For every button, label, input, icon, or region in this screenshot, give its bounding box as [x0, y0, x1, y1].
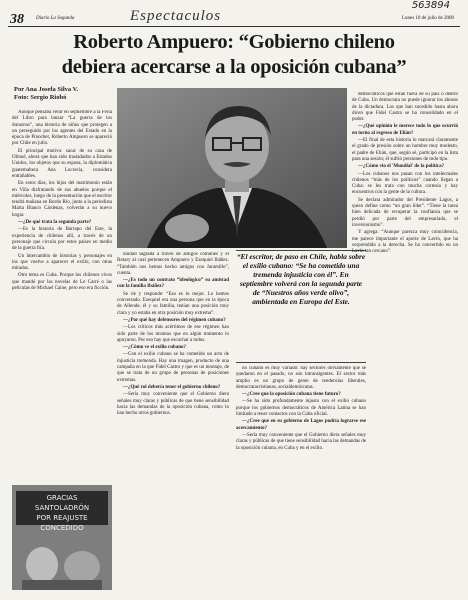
paragraph: Se ríe y responde: “Eso es lo mejor. Lo hemos conversado. Ezequiel era una persona que en la época de Allende, él y su familia, tenían una posición muy clara y yo estaba en otra posición muy extrema”. — [117, 291, 229, 316]
paragraph: —Sería muy conveniente que el Gobierno diera señales muy claras y públicas de que tiene sensibilidad hacia las demandas de la oposición cubana, como lo han hecho otros gobiernos. — [117, 392, 229, 417]
interview-question: —¿De qué trata la segunda parte? — [18, 220, 92, 226]
paragraph: no cubano es muy variado: hay sectores obviamente que se quedaron en el pasado, no son intransigentes. El sector más amplio es un grupo de gente de tendencias liberales, democratacristianas, socialdemócratas. — [236, 366, 366, 390]
publication-date: Lunes 10 de julio de 2000 — [401, 16, 454, 21]
interview-question: —¿Qué opinión le merece todo lo que ocurrió en torno al regreso de Elián? — [352, 124, 458, 136]
text-column-3 — [236, 366, 366, 592]
cartoon — [12, 485, 112, 590]
cartoon-text-line-4: CONCEDIDO — [40, 524, 84, 532]
pullquote-bottom-rule — [236, 362, 366, 363]
cartoon-text-line-1: GRACIAS — [46, 494, 78, 502]
paragraph: Un intercambio de historias y personajes en los que vuelve a aparecer el exilio, con otras miradas. — [12, 253, 112, 272]
header-divider — [8, 26, 460, 27]
author-photo — [117, 88, 347, 248]
interview-question: —¿Por qué hay defensores del régimen cubano? — [123, 317, 226, 323]
pullquote-top-rule — [236, 250, 366, 251]
portrait-image — [117, 88, 347, 248]
interview-question: —¿Cómo ve el exilio cubano? — [123, 345, 187, 351]
paragraph: democráticos que están fuera de su país o dentro de Cuba. Un democrata no puede ignorar los abusos de la dictadura. Los que han sucedido hasta ahora dicen que Fidel Castro se ha consolidado en el poder. — [352, 92, 458, 123]
paragraph: unidad sagrada a través de amigos comunes y el Rotary al cual pertenecen Ampuero y Ezequiel Ibáñez. “También nos hemos hecho amigos con Jaramillo”, cuenta. — [117, 252, 229, 276]
paragraph: —El final de esta historia lo marcará claramente el grado de presión sobre un hombre muy modesto, el padre de Elián, que, según sé, participó en la lista para una sesión; él sufrió presiones de todo tipo. — [352, 138, 458, 162]
newspaper-name: Diario La Segunda — [36, 16, 75, 21]
paragraph: —Los críticos más acérrimos de ese régimen han sido parte de los mismos que en algún momento lo apoyaron. Por eso hay que escuchar a todos. — [117, 325, 229, 343]
archive-number: 563894 — [411, 0, 450, 11]
headline-line-1: Roberto Ampuero: “Gobierno chileno — [73, 31, 395, 53]
paragraph: Y agrega: “Aunque parezca muy coincidencia, me parece importante el aporte de Lavín, que ha sorprendido a la derecha. Se ha convertido en un Lavín tan cercano”. — [352, 230, 458, 255]
pull-quote: “El escritor, de paso en Chile, habla sobre el exilio cubano: “Se ha cometido una tremenda injusticia con él”. En septiembre volverá con la segunda parte de “Nuestros años verde olivo”, ambientada en Europa del Este. — [236, 252, 366, 306]
paragraph: Se declara admirador del Presidente Lagos, a quien define como “un gran líder”. “Tiene la tarea bien delicada de recuperar la confianza que se perdió por parte del empresariado, el inversionismo”. — [352, 197, 458, 228]
interview-question: —¿Qué rol debería tener el gobierno chileno? — [123, 384, 221, 390]
cartoon-text-line-3: POR REAJUSTE — [36, 514, 88, 522]
cartoon-drawing — [12, 485, 112, 590]
paragraph: —Los cubanos nos pasan con los intelectuales chilenos “más de los políticos” cuando llegan a Cuba: se les trata con mucha cortesía y hay encuentros con la gente de la cultura. — [352, 171, 458, 196]
paragraph: —Con el exilio cubano se ha cometido un acto de injusticia tremenda. Hay una imagen, producto de una campaña en la que Fidel Castro y que es un montaje, de que se trata de un grupo de personas de posiciones extremas. — [117, 352, 229, 383]
paragraph: —Sería muy conveniente que el Gobierno diera señales muy claras y públicas de que tiene sensibilidad hacia las demandas de la oposición cubana, en Cuba y en el exilio. — [236, 432, 366, 451]
paragraph: El principal motivo: sacar de su casa de Olmué, ahora que han sido trasladados a Estados Unidos, los objetos que su esposa, la diplomática guatemalteca Ana Lucrecia, considera entrañables. — [12, 148, 112, 179]
interview-question: —¿Es todo un contrato “ideológico” su amistad con la familia Ibáñez? — [117, 278, 229, 290]
paragraph: —Se ha sido profundamente injusto con el exilio cubano porque los gobiernos democráticos de América Latina se han limitado a tener contactos con la Cuba oficial. — [236, 399, 366, 418]
page-number: 38 — [10, 12, 24, 27]
section-title: Espectaculos — [130, 8, 222, 24]
headline-line-2: debiera acercarse a la oposición cubana” — [61, 56, 407, 78]
paragraph: Aunque pensaba venir en septiembre a la Feria del Libro para lanzar “La guerra de los duraznos”, una historia de niños que protegen a un perseguido por los agentes del Estado en la época de Pinochet, Roberto Ampuero se apareció por Chile en julio. — [12, 110, 112, 147]
text-column-1 — [12, 110, 112, 482]
text-column-2 — [117, 252, 229, 592]
author-credit: Por Ana Josefa Silva V. — [14, 86, 79, 93]
text-column-4 — [352, 92, 458, 592]
interview-question: —¿Cómo vio el 'Mundial' de la política? — [358, 164, 445, 170]
interview-question: —¿Cree que la oposición cubana tiene futuro? — [242, 392, 341, 398]
paragraph: En estos días, los hijos del matrimonio están en Viña disfrutando de sus abuelos porque el miércoles, luego de la presentación que el escritor tendrá mañana en Bordo Río, junto a la periodista Marta Blanco Cárdenas, volverán a su nuevo hogar. — [12, 181, 112, 218]
cartoon-text-line-2: SANTOLADRÓN — [34, 504, 90, 512]
photo-credit: Foto: Sergio Riobó — [14, 94, 67, 101]
interview-question: —¿Cree que en su gobierno de Lagos podría lograrse ese acercamiento? — [236, 419, 366, 431]
paragraph: —Es la historia de Barrapo del Este, la experiencia de chilenos allí, a través de un personaje que circula por estos países en medio de la guerra fría. — [12, 227, 112, 252]
byline — [14, 86, 78, 102]
article-headline — [12, 30, 456, 80]
paragraph: Otro tema es Cuba. Porque los chilenos vivos que mandó por las novelas de Le Carré o las películas de Michael Caine, pero eso era ficción. — [12, 273, 112, 292]
